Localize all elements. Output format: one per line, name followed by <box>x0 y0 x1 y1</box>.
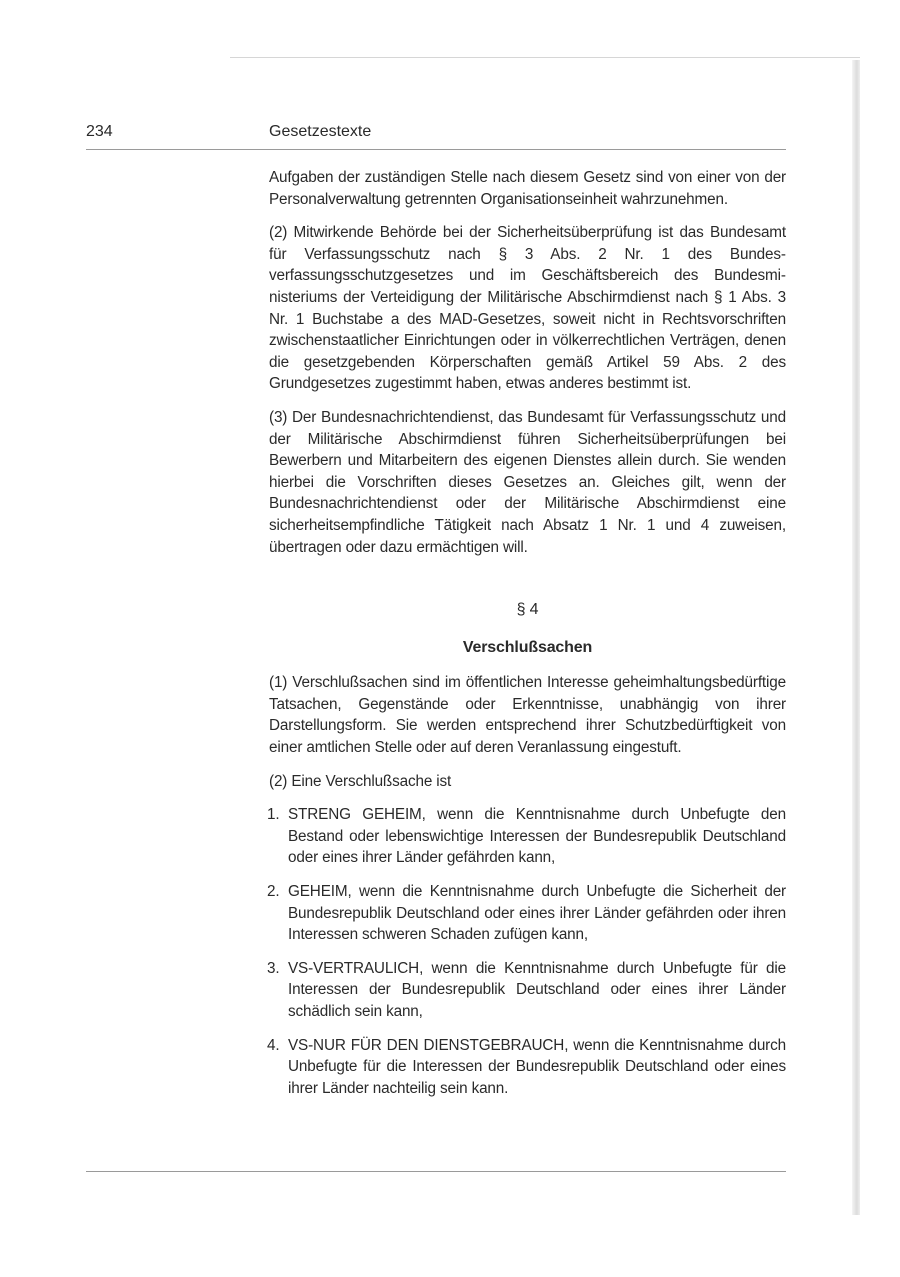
paragraph-abs-3: (3) Der Bundesnachrichtendienst, das Bundesamt für Verfassungsschutz und der Militärische Abschirmdienst führen Sicherheitsüberprüfungen bei Bewerbern und Mitarbeitern des eigenen Dienstes allein durch. Sie wenden hierbei die Vorschriften dieses Gesetzes an. Gleiches gilt, wenn der Bundesnachrichtendienst oder der Militärische Abschirmdienst eine sicherheitsempfindliche Tätigkeit nach Absatz 1 Nr. 1 und 4 zuweisen, übertragen oder dazu ermächtigen will. <box>269 408 786 556</box>
page-number: 234 <box>86 123 113 140</box>
list-item-text: VS-NUR FÜR DEN DIENSTGEBRAUCH, wenn die Kenntnisnahme durch Unbefugte für die Interessen der Bundesrepublik Deutschland oder eines ihrer Länder nachteilig sein kann. <box>288 1036 786 1097</box>
list-item-number: 4. <box>267 1036 280 1054</box>
list-item <box>269 881 786 946</box>
header-rule <box>86 149 786 150</box>
list-item-number: 1. <box>267 806 280 824</box>
list-item-number: 2. <box>267 883 280 901</box>
classification-list <box>269 804 786 1099</box>
running-head <box>86 121 786 147</box>
list-item-text: STRENG GEHEIM, wenn die Kenntnisnahme durch Unbefugte den Bestand oder lebenswichtige Interessen der Bundesrepublik Deutschland oder eines ihrer Länder gefährden kann, <box>288 806 786 867</box>
list-item-text: GEHEIM, wenn die Kenntnisnahme durch Unbefugte die Sicherheit der Bundesrepublik Deutschland oder eines ihrer Länder gefährden oder ihren Interessen schweren Schaden zufügen kann, <box>288 883 786 944</box>
scan-edge-right <box>852 60 860 1215</box>
paragraph-intro: Aufgaben der zuständigen Stelle nach diesem Gesetz sind von einer von der Personalverwaltung getrennten Organisationseinheit wahrzunehmen. <box>269 169 786 208</box>
page-body <box>269 167 786 1111</box>
paragraph-abs-2: (2) Mitwirkende Behörde bei der Sicherheitsüberprüfung ist das Bundesamt für Verfassungsschutz nach § 3 Abs. 2 Nr. 1 des Bundesverfassungsschutzgesetzes und im Geschäftsbereich des Bundesministeriums der Verteidigung der Militärische Abschirmdienst nach § 1 Abs. 3 Nr. 1 Buchstabe a des MAD-Gesetzes, soweit nicht in Rechtsvorschriften zwischenstaatlicher Einrichtungen oder in völkerrechtlichen Verträgen, denen die gesetzgebenden Körperschaften gemäß Artikel 59 Abs. 2 des Grundgesetzes zugestimmt haben, etwas anderes bestimmt ist. <box>269 224 786 393</box>
scan-edge-top <box>230 57 860 58</box>
footer-rule <box>86 1171 786 1172</box>
section-paragraph-abs-1: (1) Verschlußsachen sind im öffentlichen Interesse geheimhaltungsbedürftige Tatsachen, Gegenstände oder Erkenntnisse, unabhängig von ihrer Darstellungsform. Sie werden entsprechend ihrer Schutzbedürftigkeit von einer amtlichen Stelle oder auf deren Veranlassung eingestuft. <box>269 674 786 757</box>
list-item-number: 3. <box>267 959 280 977</box>
section-title: Verschlußsachen <box>462 638 593 656</box>
list-item <box>269 1035 786 1100</box>
list-item <box>269 958 786 1023</box>
section-number: § 4 <box>516 601 539 619</box>
running-title: Gesetzestexte <box>269 123 372 140</box>
list-item <box>269 804 786 869</box>
list-item-text: VS-VERTRAULICH, wenn die Kenntnisnahme durch Unbefugte für die Interessen der Bundesrepublik Deutschland oder eines ihrer Länder schädlich sein kann, <box>288 959 786 1020</box>
section-paragraph-abs-2: (2) Eine Verschlußsache ist <box>269 772 452 790</box>
